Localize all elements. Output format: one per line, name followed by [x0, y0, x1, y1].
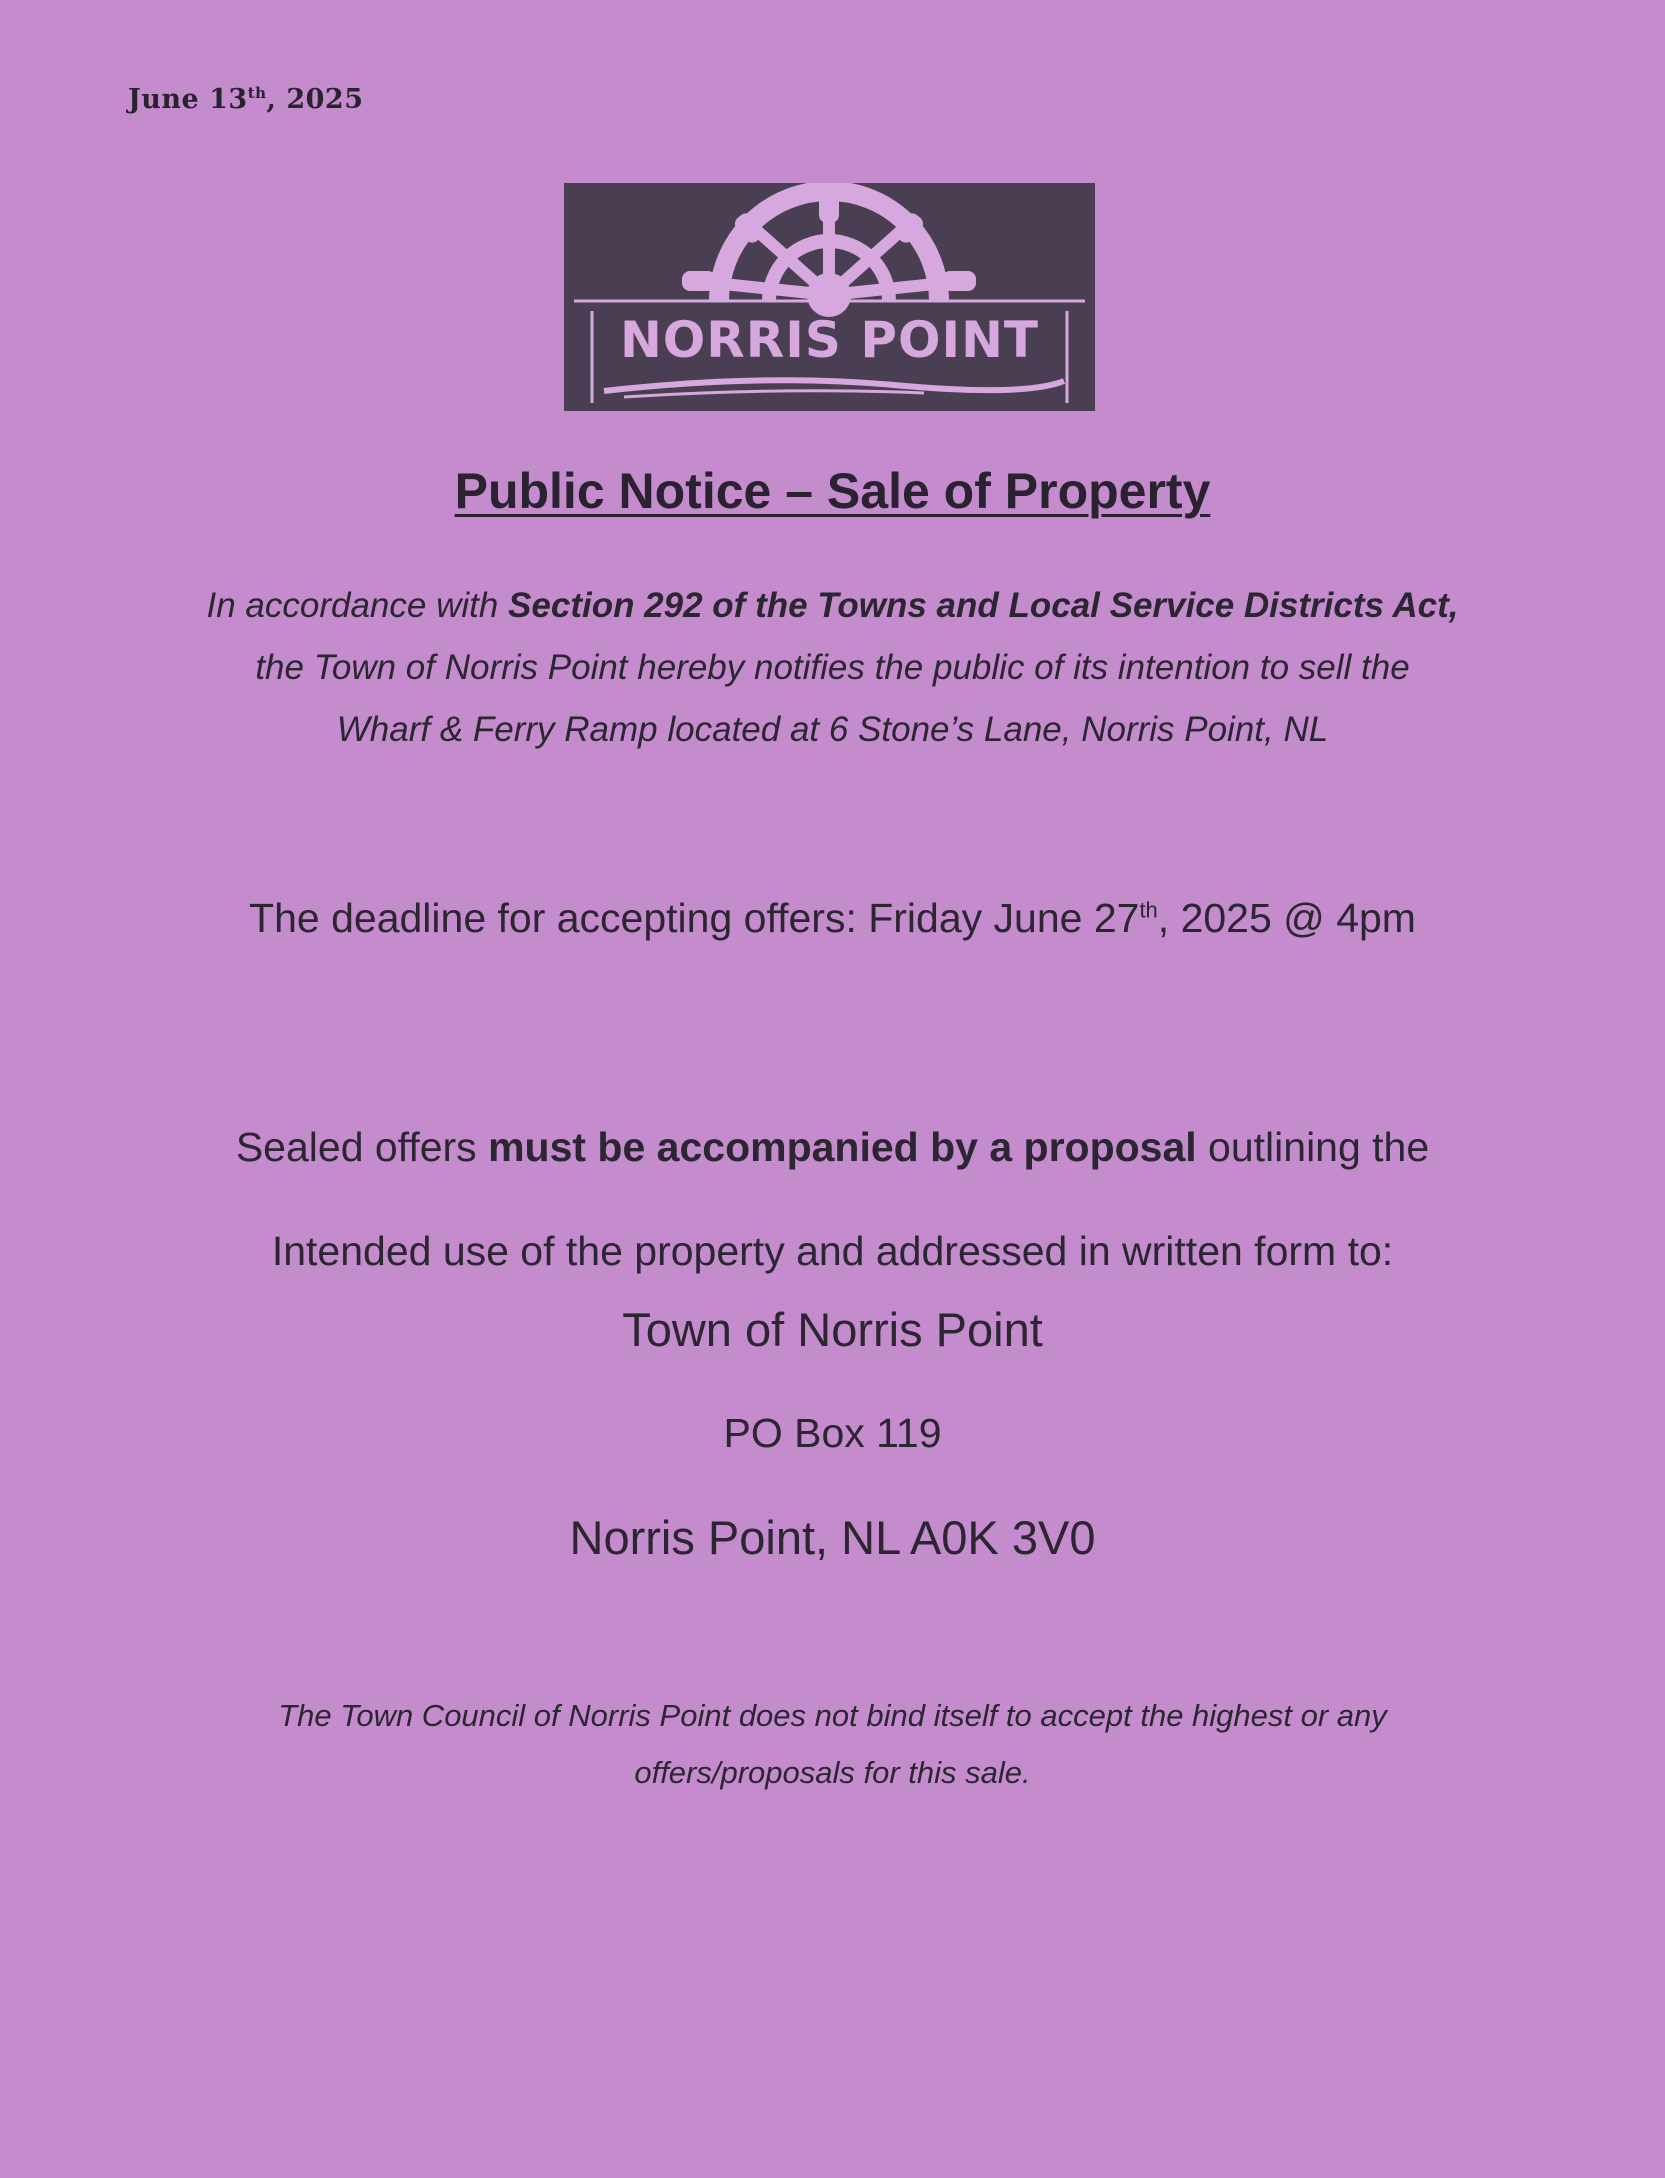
address-city: Norris Point, NL A0K 3V0: [569, 1511, 1096, 1564]
sealed-line-1: [100, 1095, 1565, 1199]
date-text: June 13: [128, 84, 248, 115]
intro-line-3: Wharf & Ferry Ramp located at 6 Stone’s Lane, Norris Point, NL: [336, 710, 1329, 749]
intro-prefix: In accordance with: [206, 586, 509, 625]
deadline-prefix: The deadline for accepting offers: Friday June 27: [249, 895, 1140, 941]
title-text: Public Notice – Sale of Property: [454, 463, 1211, 519]
date-suffix: th: [247, 84, 267, 102]
address-box: PO Box 119: [723, 1410, 942, 1456]
logo-text: NORRIS POINT: [619, 311, 1040, 369]
disclaimer-line-2: offers/proposals for this sale.: [634, 1755, 1031, 1790]
disclaimer-line-1: The Town Council of Norris Point does not bind itself to accept the highest or any: [278, 1698, 1387, 1733]
intro-paragraph: [100, 575, 1565, 761]
disclaimer: [160, 1687, 1505, 1801]
intro-line-2: the Town of Norris Point hereby notifies the public of its intention to sell the: [255, 648, 1410, 687]
intro-act: Section 292 of the Towns and Local Service Districts Act,: [508, 586, 1459, 625]
sealed-prefix: Sealed offers: [235, 1124, 489, 1170]
page-title: [0, 462, 1665, 520]
ship-wheel-icon: [564, 183, 1095, 411]
sealed-offers-paragraph: [100, 1095, 1565, 1303]
notice-date: [128, 84, 363, 115]
date-year: , 2025: [266, 84, 364, 115]
deadline-suffix: th: [1139, 897, 1158, 923]
sealed-suffix: outlining the: [1196, 1124, 1430, 1170]
norris-point-logo: [564, 183, 1095, 411]
deadline-line: [0, 895, 1665, 942]
intro-line-1: [100, 575, 1565, 637]
sealed-bold: must be accompanied by a proposal: [488, 1124, 1197, 1170]
address-name: Town of Norris Point: [622, 1303, 1043, 1356]
sealed-line-2: Intended use of the property and addressed in written form to:: [271, 1228, 1394, 1274]
deadline-rest: , 2025 @ 4pm: [1157, 895, 1416, 941]
